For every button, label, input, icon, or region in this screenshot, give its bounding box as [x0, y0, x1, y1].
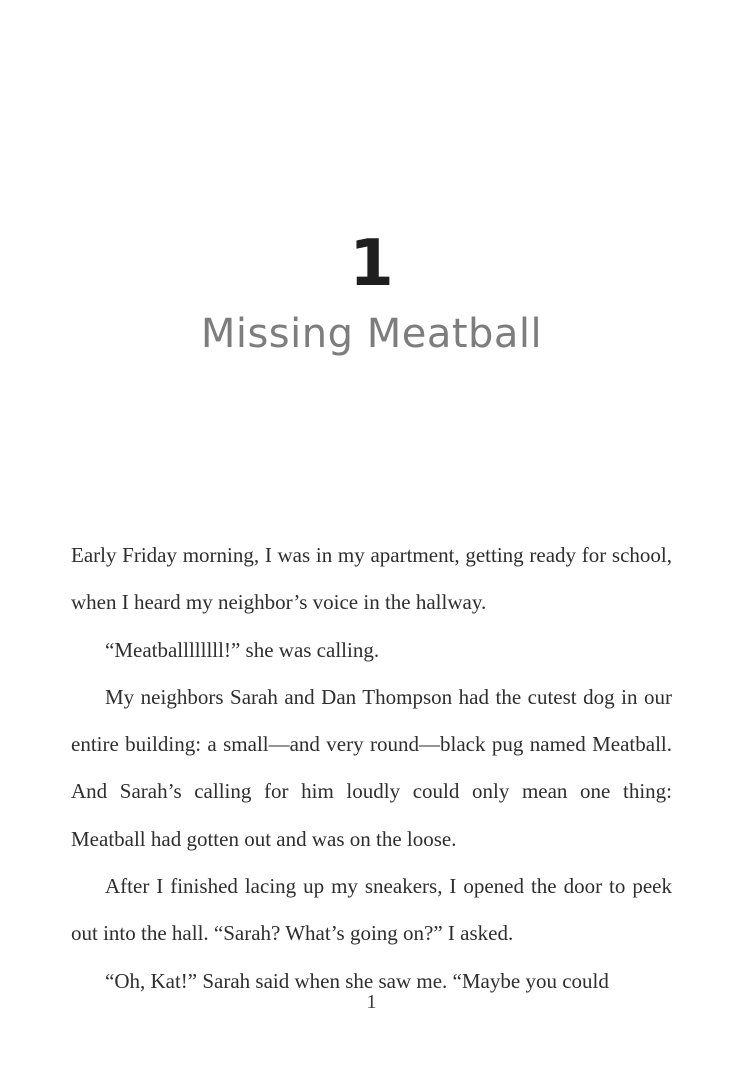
chapter-body: [71, 532, 672, 1005]
paragraph-4: After I finished lacing up my sneakers, I opened the door to peek out into the hall. “Sarah? What’s going on?” I asked.: [71, 874, 672, 946]
paragraph-5: “Oh, Kat!” Sarah said when she saw me. “Maybe you could: [105, 968, 609, 993]
page-number: 1: [366, 991, 377, 1013]
chapter-title: Missing Meatball: [200, 311, 543, 357]
paragraph-1: Early Friday morning, I was in my apartment, getting ready for school, when I heard my neighbor’s voice in the hallway.: [71, 543, 672, 615]
paragraph-2: “Meatballllllll!” she was calling.: [105, 637, 380, 662]
paragraph-3: My neighbors Sarah and Dan Thompson had the cutest dog in our entire building: a small—and very round—black pug named Meatball. And Sarah’s calling for him loudly could only mean one thing: Meatball had gotten out and was on the loose.: [71, 684, 672, 851]
chapter-number: 1: [349, 227, 394, 301]
